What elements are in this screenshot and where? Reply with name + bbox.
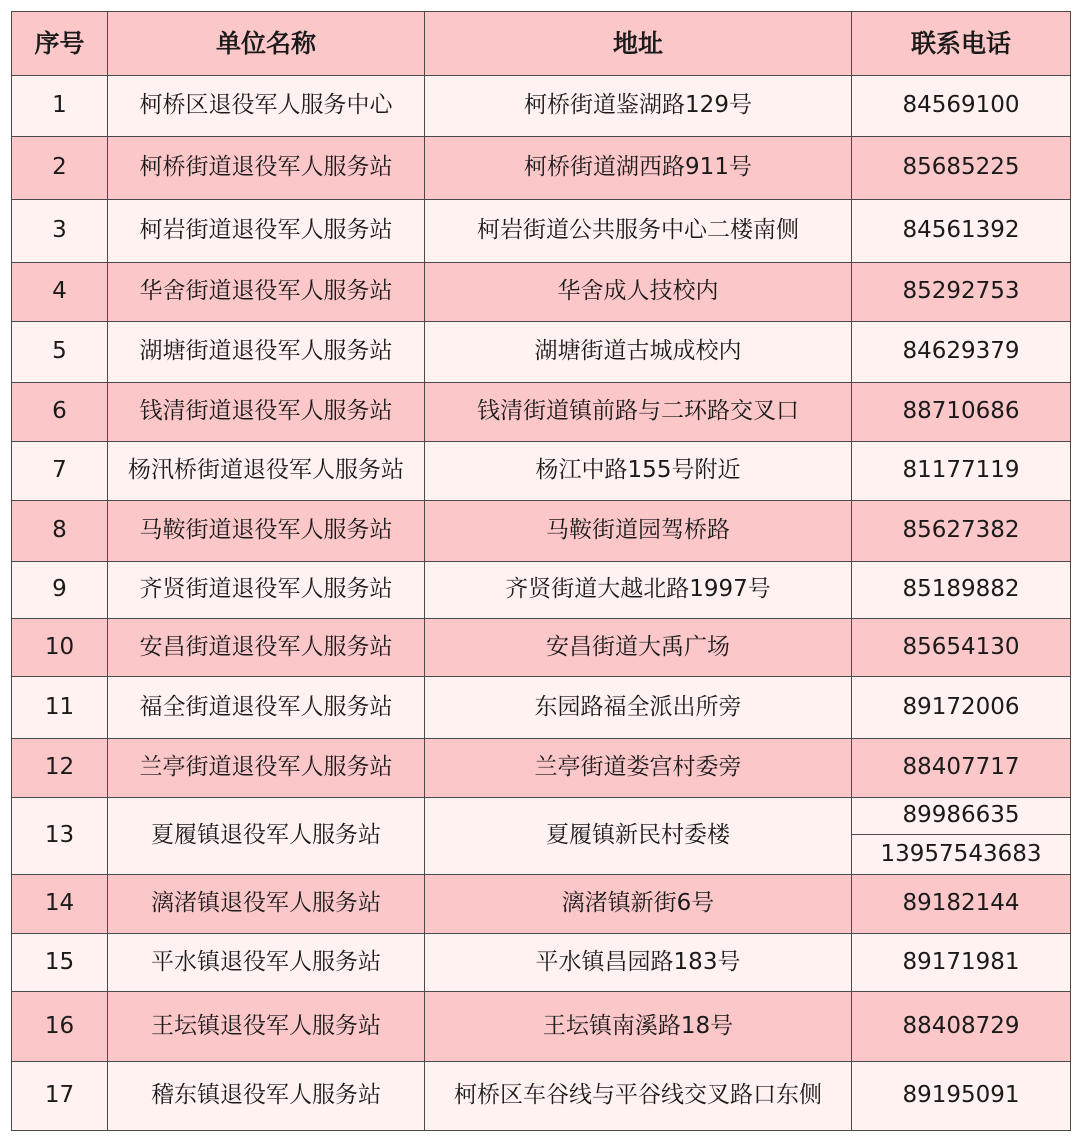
- table-row: [12, 875, 1071, 934]
- cell-address: 夏履镇新民村委楼: [425, 798, 852, 875]
- table-row: [12, 383, 1071, 442]
- table-row: [12, 263, 1071, 322]
- cell-serial: 1: [12, 76, 108, 137]
- table-row: [12, 934, 1071, 992]
- cell-phone: 81177119: [852, 442, 1071, 501]
- cell-phone: 88710686: [852, 383, 1071, 442]
- cell-phone: 88408729: [852, 992, 1071, 1062]
- cell-address: 东园路福全派出所旁: [425, 677, 852, 739]
- cell-phone: 89195091: [852, 1062, 1071, 1131]
- header-phone: 联系电话: [852, 12, 1071, 76]
- cell-address: 柯岩街道公共服务中心二楼南侧: [425, 200, 852, 263]
- cell-phone: 85654130: [852, 619, 1071, 677]
- cell-address: 平水镇昌园路183号: [425, 934, 852, 992]
- service-station-table: [11, 11, 1071, 1131]
- table-row: [12, 1062, 1071, 1131]
- cell-address: 杨江中路155号附近: [425, 442, 852, 501]
- table-row: [12, 992, 1071, 1062]
- cell-serial: 2: [12, 137, 108, 200]
- cell-address: 漓渚镇新街6号: [425, 875, 852, 934]
- table-row: [12, 501, 1071, 562]
- table-row: [12, 200, 1071, 263]
- cell-serial: 9: [12, 562, 108, 619]
- cell-unit-name: 稽东镇退役军人服务站: [108, 1062, 425, 1131]
- cell-address: 齐贤街道大越北路1997号: [425, 562, 852, 619]
- cell-unit-name: 齐贤街道退役军人服务站: [108, 562, 425, 619]
- table-row: [12, 562, 1071, 619]
- cell-serial: 6: [12, 383, 108, 442]
- cell-address: 湖塘街道古城成校内: [425, 322, 852, 383]
- table-row: [12, 619, 1071, 677]
- cell-phone: 84569100: [852, 76, 1071, 137]
- cell-serial: 4: [12, 263, 108, 322]
- cell-serial: 16: [12, 992, 108, 1062]
- table-row: [12, 76, 1071, 137]
- cell-serial: 17: [12, 1062, 108, 1131]
- cell-address: 马鞍街道园驾桥路: [425, 501, 852, 562]
- cell-phone: 85685225: [852, 137, 1071, 200]
- cell-address: 柯桥街道鉴湖路129号: [425, 76, 852, 137]
- cell-serial: 15: [12, 934, 108, 992]
- table-row: [12, 137, 1071, 200]
- cell-serial: 5: [12, 322, 108, 383]
- cell-address: 王坛镇南溪路18号: [425, 992, 852, 1062]
- table-row: [12, 798, 1071, 835]
- cell-phone: 89182144: [852, 875, 1071, 934]
- cell-address: 兰亭街道娄宫村委旁: [425, 739, 852, 798]
- cell-address: 安昌街道大禹广场: [425, 619, 852, 677]
- service-station-table-container: [11, 11, 1070, 1131]
- cell-unit-name: 平水镇退役军人服务站: [108, 934, 425, 992]
- cell-phone: 88407717: [852, 739, 1071, 798]
- cell-unit-name: 柯桥区退役军人服务中心: [108, 76, 425, 137]
- cell-unit-name: 柯岩街道退役军人服务站: [108, 200, 425, 263]
- header-address: 地址: [425, 12, 852, 76]
- cell-phone-primary: 89986635: [852, 798, 1071, 835]
- cell-unit-name: 华舍街道退役军人服务站: [108, 263, 425, 322]
- table-row: [12, 322, 1071, 383]
- cell-phone: 85189882: [852, 562, 1071, 619]
- cell-serial: 10: [12, 619, 108, 677]
- cell-phone: 84629379: [852, 322, 1071, 383]
- cell-unit-name: 柯桥街道退役军人服务站: [108, 137, 425, 200]
- cell-unit-name: 兰亭街道退役军人服务站: [108, 739, 425, 798]
- cell-phone-secondary: 13957543683: [852, 835, 1071, 875]
- cell-phone: 84561392: [852, 200, 1071, 263]
- header-serial-number: 序号: [12, 12, 108, 76]
- cell-unit-name: 福全街道退役军人服务站: [108, 677, 425, 739]
- table-row: [12, 739, 1071, 798]
- cell-unit-name: 安昌街道退役军人服务站: [108, 619, 425, 677]
- cell-unit-name: 漓渚镇退役军人服务站: [108, 875, 425, 934]
- table-row: [12, 677, 1071, 739]
- cell-serial: 14: [12, 875, 108, 934]
- cell-address: 柯桥街道湖西路911号: [425, 137, 852, 200]
- cell-serial: 11: [12, 677, 108, 739]
- cell-address: 华舍成人技校内: [425, 263, 852, 322]
- cell-serial: 13: [12, 798, 108, 875]
- cell-unit-name: 钱清街道退役军人服务站: [108, 383, 425, 442]
- cell-unit-name: 湖塘街道退役军人服务站: [108, 322, 425, 383]
- cell-phone: 85292753: [852, 263, 1071, 322]
- cell-unit-name: 杨汛桥街道退役军人服务站: [108, 442, 425, 501]
- cell-serial: 3: [12, 200, 108, 263]
- cell-serial: 8: [12, 501, 108, 562]
- cell-address: 柯桥区车谷线与平谷线交叉路口东侧: [425, 1062, 852, 1131]
- cell-unit-name: 夏履镇退役军人服务站: [108, 798, 425, 875]
- header-unit-name: 单位名称: [108, 12, 425, 76]
- cell-serial: 12: [12, 739, 108, 798]
- cell-address: 钱清街道镇前路与二环路交叉口: [425, 383, 852, 442]
- cell-phone: 85627382: [852, 501, 1071, 562]
- cell-unit-name: 王坛镇退役军人服务站: [108, 992, 425, 1062]
- cell-phone: 89171981: [852, 934, 1071, 992]
- table-row: [12, 442, 1071, 501]
- cell-phone: 89172006: [852, 677, 1071, 739]
- cell-serial: 7: [12, 442, 108, 501]
- cell-unit-name: 马鞍街道退役军人服务站: [108, 501, 425, 562]
- table-header-row: [12, 12, 1071, 76]
